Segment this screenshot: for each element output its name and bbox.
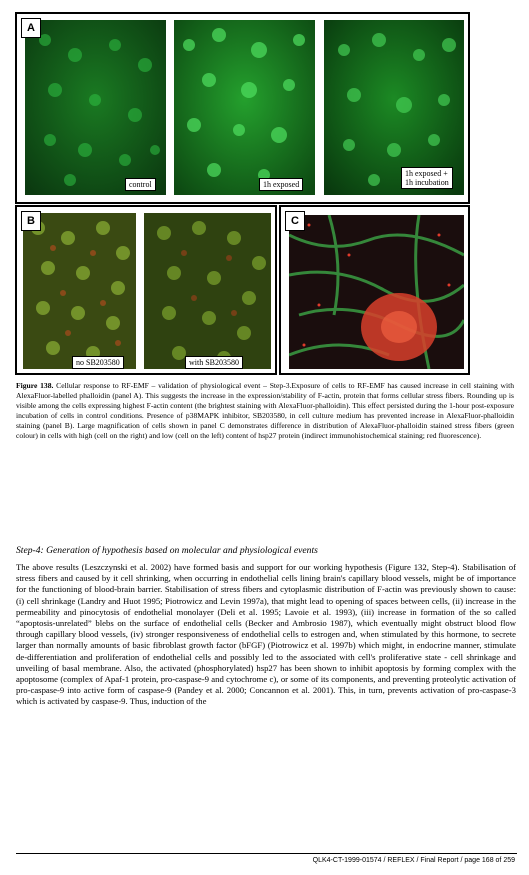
micrograph-a-control <box>25 20 166 195</box>
tag-control: control <box>125 178 156 191</box>
figure-caption <box>16 381 514 441</box>
section-heading: Step-4: Generation of hypothesis based on molecular and physiological events <box>16 545 318 556</box>
tag-1h-exposed: 1h exposed <box>259 178 303 191</box>
figure-caption-text: Cellular response to RF-EMF – validation of physiological event – Step-3.Exposure of cells to RF-EMF has caused increase in cell staining with AlexaFluor-labelled phalloidin (panel A). This suggests the increase in the expression/stability of F-actin, protein that forms cellular stress fibers. Rounding up is visible among the cells expressing highest F-actin content (the brightest staining with AlexaFluor-phalloidin). This effect persisted during the 1-hour post-exposure incubation of cells in control conditions. Presence of p38MAPK inhibitor, SB203580, in cell culture medium has prevented increase in AlexaFluor-phalloidin staining (panel B). Large magnification of cells shown in panel C demonstrates difference in distribution of AlexaFluor-phalloidin stained stress fibers (green colour) in cells with high (cell on the right) and low (cell on the left) content of hsp27 protein (indirect immunohistochemical staining; red fluorescence). <box>16 381 514 440</box>
micrograph-b-with-sb-image <box>144 213 271 369</box>
figure-panel-b <box>15 205 277 375</box>
tag-1h-exposed-1h-incubation: 1h exposed + 1h incubation <box>401 167 453 189</box>
micrograph-b-no-sb-image <box>23 213 136 369</box>
body-paragraph: The above results (Leszczynski et al. 2002) have formed basis and support for our working hypothesis (Figure 132, Step-4). Stabilisation of stress fibers and caused by it cell shrinking, when occurring in endothelial cells lining brain's capillary blood vessels, might be of importance for the functioning of blood-brain barrier. Stabilisation of stress fibers and cytoplasmic distribution of F-actin was previously shown to cause: (i) cell shrinkage (Landry and Huot 1995; Piotrowicz and Levin 1997a), that might lead to opening of spaces between cells, (ii) increase in the permeability and pinocytosis of endothelial monolayer (Deli et al. 1995; Lavoie et al. 1993), (iii) increase in formation of the so called “apoptosis-unrelated” blebs on the surface of endothelial cells (Becker and Ambrosio 1987), which eventually might obstruct blood flow through capillary blood vessels, (iv) stronger responsiveness of endothelial cells to estrogen and, when stimulated by this hormone, to secrete larger than normally amounts of basic fibroblast growth factor (bFGF) (Piotrowicz et al. 1997b) which might, in endocrine manner, stimulate de-differentiation and proliferation of endothelial cells and possibly led to the associated with cell's proliferative state - cell shrinkage and unveiling of basal membrane. Also, the activated (phosphorylated) hsp27 has been shown to inhibit apoptosis by forming complex with the apoptosome (complex of Apaf-1 protein, pro-caspase-9 and cytochrome c), or some of its components, and preventing proteolytic activation of pro-caspase-9 into active form of caspase-9 (Pandey et al. 2000; Concannon et al. 2001). This, in turn, prevents activation of pro-caspase-3 which is activated by caspase-9. Thus, induction of the <box>16 562 516 707</box>
panel-a-label: A <box>21 18 41 38</box>
micrograph-a-control-image <box>25 20 166 195</box>
footer-rule <box>16 853 517 854</box>
figure-caption-label: Figure 138. <box>16 381 54 390</box>
micrograph-c-large-magnification <box>289 215 464 369</box>
micrograph-a-1h-exposed <box>174 20 315 195</box>
figure-panel-c <box>279 205 470 375</box>
tag-with-sb203580: with SB203580 <box>185 356 243 369</box>
micrograph-b-with-sb203580 <box>144 213 271 369</box>
micrograph-b-no-sb203580 <box>23 213 136 369</box>
panel-b-label: B <box>21 211 41 231</box>
micrograph-c-image <box>289 215 464 369</box>
panel-c-label: C <box>285 211 305 231</box>
figure-panel-a <box>15 12 470 204</box>
micrograph-a-1h-exposed-image <box>174 20 315 195</box>
page-footer: QLK4-CT-1999-01574 / REFLEX / Final Report / page 168 of 259 <box>312 857 515 864</box>
tag-no-sb203580: no SB203580 <box>72 356 124 369</box>
